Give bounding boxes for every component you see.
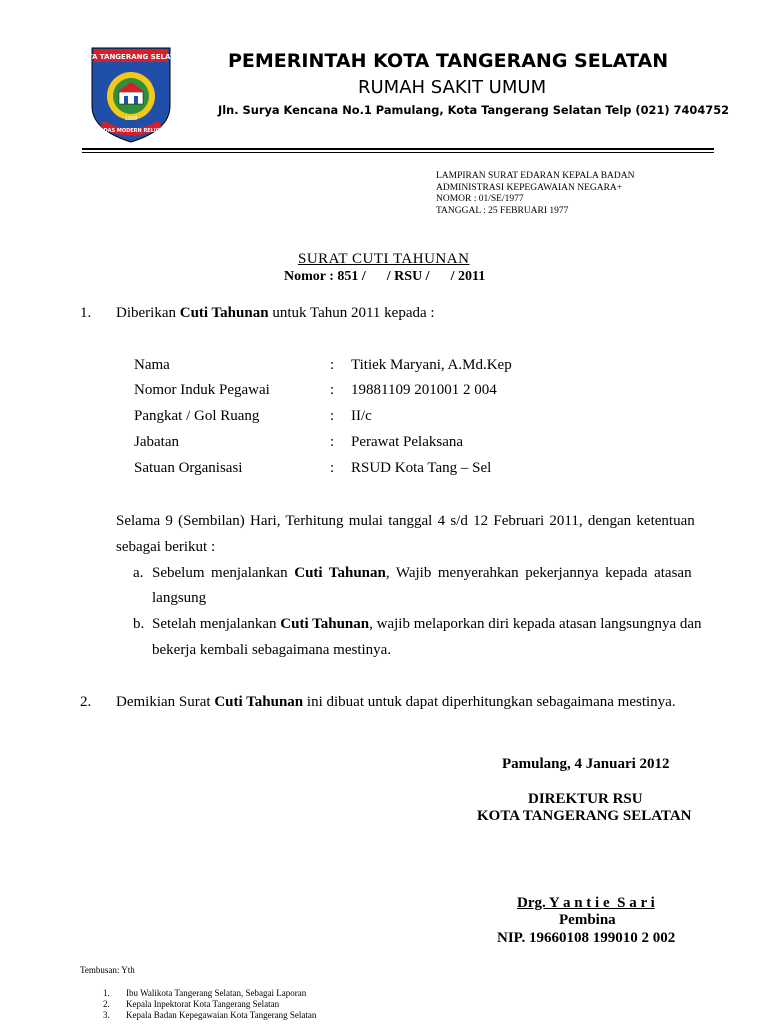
- appendix-line-3: NOMOR : 01/SE/1977: [436, 194, 524, 204]
- condition-b-cont: bekerja kembali sebagaimana mestinya.: [152, 642, 392, 658]
- field-label-name: Nama: [134, 357, 170, 373]
- field-label-rank: Pangkat / Gol Ruang: [134, 408, 260, 424]
- cc-item-number: 3.: [103, 1010, 110, 1020]
- field-label-nip: Nomor Induk Pegawai: [134, 382, 270, 398]
- field-label-position: Jabatan: [134, 434, 179, 450]
- signature-position-line1: DIREKTUR RSU: [528, 791, 643, 807]
- duration-line1: Selama 9 (Sembilan) Hari, Terhitung mulai tanggal 4 s/d 12 Februari 2011, dengan ketentuan: [116, 513, 695, 529]
- logo-top-text: KOTA TANGERANG SELATAN: [76, 53, 186, 61]
- org-name-line1: PEMERINTAH KOTA TANGERANG SELATAN: [228, 50, 669, 72]
- point1-number: 1.: [80, 305, 92, 321]
- signature-place-date: Pamulang, 4 Januari 2012: [502, 756, 670, 772]
- header-rule-thin: [82, 152, 714, 153]
- logo-year: 1999: [124, 116, 138, 122]
- field-label-unit: Satuan Organisasi: [134, 460, 243, 476]
- condition-b-text: Setelah menjalankan Cuti Tahunan, wajib melaporkan diri kepada atasan langsungnya dan: [152, 616, 702, 632]
- field-value-name: Titiek Maryani, A.Md.Kep: [351, 357, 512, 373]
- field-colon: :: [330, 382, 335, 398]
- signature-position-line2: KOTA TANGERANG SELATAN: [477, 808, 692, 824]
- letter-title: SURAT CUTI TAHUNAN: [298, 251, 470, 267]
- letter-number: Nomor : 851 / / RSU / / 2011: [284, 269, 486, 284]
- header-rule-thick: [82, 148, 714, 150]
- field-value-position: Perawat Pelaksana: [351, 434, 464, 450]
- field-value-nip: 19881109 201001 2 004: [351, 382, 497, 398]
- org-name-line2: RUMAH SAKIT UMUM: [358, 77, 547, 98]
- cc-item-number: 1.: [103, 988, 110, 998]
- point1-text: Diberikan Cuti Tahunan untuk Tahun 2011 kepada :: [116, 305, 435, 321]
- org-address: Jln. Surya Kencana No.1 Pamulang, Kota Tangerang Selatan Telp (021) 7404752: [218, 103, 730, 117]
- field-value-unit: RSUD Kota Tang – Sel: [351, 460, 492, 476]
- signature-nip: NIP. 19660108 199010 2 002: [497, 930, 676, 946]
- field-colon: :: [330, 434, 335, 450]
- field-colon: :: [330, 408, 335, 424]
- field-colon: :: [330, 460, 335, 476]
- field-value-rank: II/c: [351, 408, 372, 424]
- cc-item-number: 2.: [103, 999, 110, 1009]
- appendix-line-1: LAMPIRAN SURAT EDARAN KEPALA BADAN: [436, 171, 635, 181]
- logo-bottom-text: CERDAS MODERN RELIGIUS: [92, 128, 170, 134]
- point2-number: 2.: [80, 694, 92, 710]
- appendix-line-2: ADMINISTRASI KEPEGAWAIAN NEGARA+: [436, 183, 623, 193]
- condition-b-marker: b.: [133, 616, 145, 632]
- cc-item-text: Kepala Badan Kepegawaian Kota Tangerang Selatan: [126, 1010, 317, 1020]
- cc-item-text: Kepala Inpektorat Kota Tangerang Selatan: [126, 999, 280, 1009]
- city-emblem-logo: [76, 44, 186, 144]
- cc-title: Tembusan: Yth: [80, 965, 135, 975]
- appendix-line-4: TANGGAL : 25 FEBRUARI 1977: [436, 206, 569, 216]
- cc-item-text: Ibu Walikota Tangerang Selatan, Sebagai Laporan: [126, 988, 307, 998]
- field-colon: :: [330, 357, 335, 373]
- condition-a-text: Sebelum menjalankan Cuti Tahunan, Wajib menyerahkan pekerjannya kepada atasan: [152, 565, 692, 581]
- signature-name: Drg. Y a n t i e S a r i: [517, 895, 655, 911]
- condition-a-marker: a.: [133, 565, 144, 581]
- duration-line2: sebagai berikut :: [116, 539, 216, 555]
- point2-text: Demikian Surat Cuti Tahunan ini dibuat untuk dapat diperhitungkan sebagaimana mestinya.: [116, 694, 676, 710]
- signature-rank: Pembina: [559, 912, 616, 928]
- condition-a-cont: langsung: [152, 590, 207, 606]
